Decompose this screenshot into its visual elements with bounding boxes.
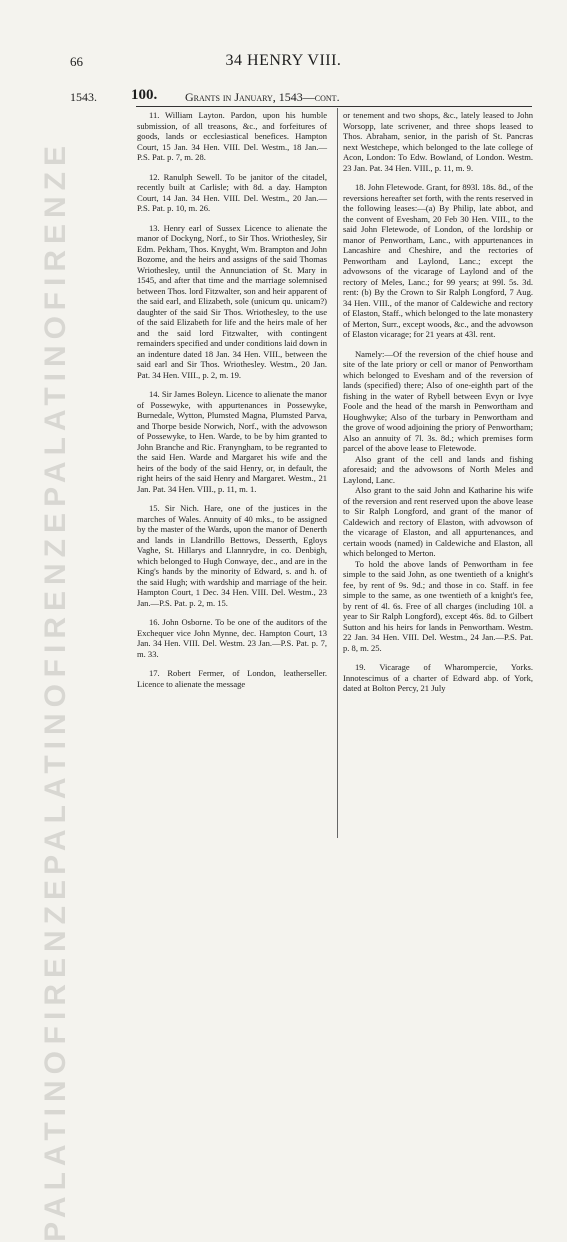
running-head: 34 HENRY VIII.: [225, 52, 342, 69]
section-title-text: Grants in January, 1543—cont.: [185, 90, 340, 104]
entry-paragraph: 18. John Fletewode. Grant, for 893l. 18s. 8d., of the reversions hereafter set forth, with the rents reserved in the following leases:—(a) By Philip, late abbot, and the convent of Evesham, 20 Feb 30 Hen. VIII., to the said John Fletewode, of London, of the lordship or manor of Penwortham, Lanc., with appurtenances in Lancashire and Cheshire, and the rectories of Penwortham and Laylond, Lanc.; except the advowsons of the vicarage of Laylond and of the rectory of Meles, Lanc.; for 99 years; at 99l. 5s. 3d. rent: (b) By the Crown to Sir Ralph Longford, 7 Aug. 34 Hen. VIII., of the manor of Caldewiche and rectory of Elaston, Staff., which belonged to the late monastery of Merton, Surr., except woods, &c., and the advowson of Elaston vicarage; for 21 years at 43l. rent.: [343, 182, 533, 339]
right-column: [343, 110, 533, 703]
entry-paragraph: or tenement and two shops, &c., lately leased to John Worsopp, late scrivener, and three shops leased to Thos. Abraham, senior, in the parish of St. Pancras next Westchepe, which belonged to the late college of Acon, London: To Edw. Bowland, of London. Westm. 23 Jan. Pat. 34 Hen. VIII., p. 11, m. 9.: [343, 110, 533, 173]
entry-paragraph: 14. Sir James Boleyn. Licence to alienate the manor of Possewyke, with appurtenances in Possewyke, Burnedale, Wytton, Plumsted Magna, Plumsted Parva, and Thorpe beside Norwich, Norf., with the advowson of Possewyke, to Hen. Warde, to be by him granted to John Branche and Ric. Franyngham, to be regranted to the said Hen. Warde and Margaret his wife and the heirs of the body of the said Henry, or, in default, the right heirs of the said Henry and Margaret. Westm., 21 Jan. Pat. 34 Hen. VIII., p. 11, m. 1.: [137, 389, 328, 494]
watermark-text: FIRENZE: [39, 507, 72, 678]
watermark-text: PALATINO: [39, 677, 72, 875]
watermark-text: PALATINO: [39, 1044, 72, 1242]
entry-paragraph: 17. Robert Fermer, of London, leatherseller. Licence to alienate the message: [137, 668, 327, 689]
entry-paragraph: Also grant of the cell and lands and fishing aforesaid; and the advowsons of North Meles and Laylond, Lanc.: [343, 453, 533, 485]
watermark-text: FIRENZE: [39, 140, 72, 311]
entry-paragraph: To hold the above lands of Penwortham in fee simple to the said John, as one twentieth of a knight's fee, by rent of 9s. 9d.; and those in co. Staff. in fee simple to the same, as one twentieth of a knight's fee, by rent of 4l. 6s. Free of all charges (including 10l. a year to Sir Ralph Longford), except 46s. 8d. to Gilbert Sutton and his heirs for lands in Penwortham. Westm. 22 Jan. 34 Hen. VIII. Del. Westm., 24 Jan.—P.S. Pat. p. 8, m. 25.: [343, 558, 533, 653]
header-rule: [136, 106, 532, 107]
watermark-text: PALATINO: [39, 310, 72, 508]
section-title: [185, 90, 340, 105]
section-number: 100.: [131, 87, 158, 103]
column-divider: [337, 108, 338, 838]
entry-paragraph: Also grant to the said John and Katharine his wife of the reversion and rent reserved upon the above lease to Sir Ralph Longford, and grant of the manor of Caldewich and rectory of Elaston, with advowson of the vicarage of Elaston, and all appurtenances, and certain woods (named) in Caldewiche and Elaston, all which belonged to Merton.: [343, 485, 533, 558]
entry-paragraph: 19. Vicarage of Wharompercie, Yorks. Innotescimus of a charter of Edward abp. of York, dated at Bolton Percy, 21 July: [343, 662, 533, 693]
entry-paragraph: 16. John Osborne. To be one of the auditors of the Exchequer vice John Mynne, dec. Hampton Court, 13 Jan. 34 Hen. VIII. Del. Westm. 23 Jan.—P.S. Pat. p. 7, m. 33.: [137, 617, 327, 659]
entry-paragraph: 12. Ranulph Sewell. To be janitor of the citadel, recently built at Carlisle; with 8d. a day. Hampton Court, 14 Jan. 34 Hen. VIII. Del. Westm., 20 Jan.—P.S. Pat. p. 10, m. 26.: [137, 171, 327, 213]
library-stamp-watermark: [10, 140, 102, 1242]
left-column: [137, 110, 327, 698]
entry-paragraph: 13. Henry earl of Sussex Licence to alienate the manor of Dockyng, Norf., to Sir Thos. Wriothesley, Sir Edm. Pekham, Thos. Knyght, Wm. Brampton and John Bozome, and the heirs and assigns of the said Thomas Wriothesley, until the Annunciation of St. Mary in 1545, and after that time and the marriage solemnised between Thos. lord Fitzwalter, son and heir apparent of the said earl, and Elizabeth, sole (unicum qu. unicam?) daughter of the said Sir Thos. Wriothesley, to the use of the said Elizabeth for life and the heirs male of her and the said lord Fitzwalter, with contingent remainders specified and under conditions laid down in an indenture dated 18 Jan. 34 Hen. VIII., between the said earl and Sir Thos. Wriothesley. Westm., 20 Jan. Pat. 34 Hen. VIII., p. 2, m. 19.: [137, 222, 327, 380]
entry-paragraph: Namely:—Of the reversion of the chief house and site of the late priory or cell or manor of Penwortham which belonged to Evesham and of the reversion of lands (specified) there; Also of one-eighth part of the fishing in the water of Rybell between Evyn or Ivye Foole and the head of the marsh in Penwortham and Houghwyke; Also of the turbary in Penwortham and the grove of wood adjoining the priory of Penwortham; Also an annuity of 7l. 3s. 8d.; which premises form parcel of the above lease to Fletewode.: [343, 348, 533, 453]
entry-paragraph: 15. Sir Nich. Hare, one of the justices in the marches of Wales. Annuity of 40 mks., to be assigned by the master of the Wards, upon the manor of Denerth and lands in Llandrillo Bettows, Desserth, Egloys Vaghe, St. Hillarys and Llannrydre, in co. Denbigh, which belonged to Hugh Conwaye, dec., and are in the King's hands by the minority of Edward, s. and h. of the said Hugh; with wardship and marriage of the heir. Hampton Court, 1 Dec. 34 Hen. VIII. Del. Westm., 23 Jan.—P.S. Pat. p. 2, m. 15.: [137, 503, 327, 608]
page-number: 66: [70, 54, 83, 69]
entry-paragraph: 11. William Layton. Pardon, upon his humble submission, of all treasons, &c., and forfeitures of goods, lands or ecclesiastical benefices. Hampton Court, 15 Jan. 34 Hen. VIII. Del. Westm., 18 Jan.—P.S. Pat. p. 7, m. 28.: [137, 110, 327, 162]
watermark-text: FIRENZE: [39, 874, 72, 1045]
margin-year: 1543.: [70, 90, 97, 104]
